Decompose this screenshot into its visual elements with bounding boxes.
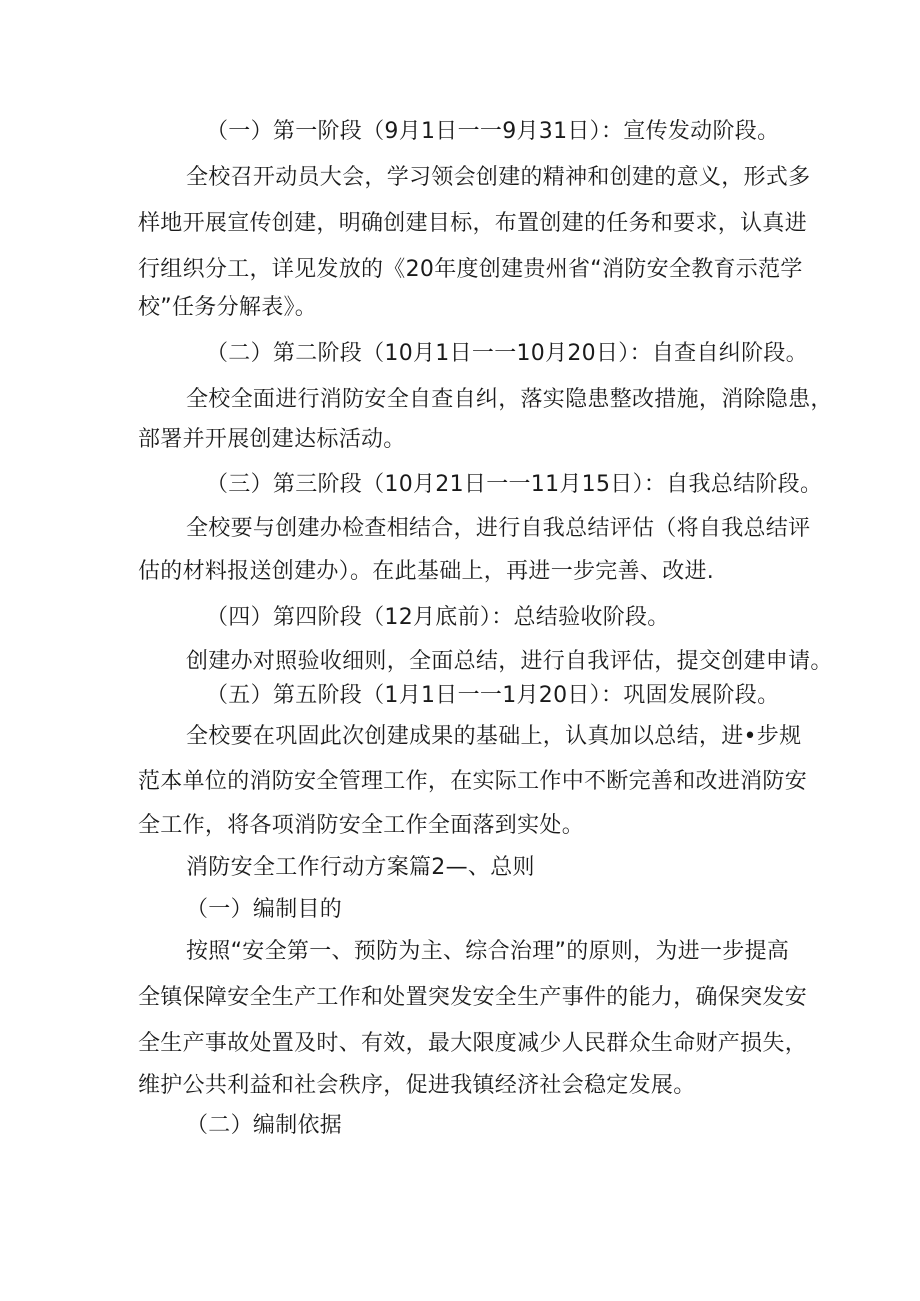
section-heading-stage-3: （三）第三阶段（10月21日一一11月15日）：自我总结阶段。 [206, 472, 823, 497]
paragraph-line: 全校要与创建办检查相结合，进行自我总结评估（将自我总结评 [186, 516, 811, 541]
paragraph-line: 估的材料报送创建办）。在此基础上，再进一步完善、改进. [138, 559, 715, 584]
section-heading-stage-5: （五）第五阶段（1月1日一一1月20日）：巩固发展阶段。 [206, 683, 780, 708]
paragraph-line: 全生产事故处置及时、有效，最大限度减少人民群众生命财产损失， [138, 1031, 808, 1056]
paragraph-line: 样地开展宣传创建，明确创建目标，布置创建的任务和要求，认真进 [138, 211, 808, 236]
paragraph-line: 维护公共利益和社会秩序，促进我镇经济社会稳定发展。 [138, 1073, 696, 1098]
paragraph-line: 全校全面进行消防安全自查自纠，落实隐患整改措施，消除隐患， [186, 387, 833, 412]
section-heading-stage-2: （二）第二阶段（10月1日一一10月20日）：自查自纠阶段。 [206, 341, 808, 366]
paragraph-line: 范本单位的消防安全管理工作，在实际工作中不断完善和改进消防安 [138, 769, 808, 794]
article-title: 消防安全工作行动方案篇2—、总则 [186, 855, 535, 880]
paragraph-line: 创建办对照验收细则，全面总结，进行自我评估，提交创建申请。 [186, 649, 833, 674]
section-heading-stage-1: （一）第一阶段（9月1日一一9月31日）：宣传发动阶段。 [206, 119, 780, 144]
paragraph-line: 全工作，将各项消防安全工作全面落到实处。 [138, 813, 585, 838]
paragraph-line: 行组织分工，详见发放的《20年度创建贵州省“消防安全教育示范学 [138, 257, 803, 282]
section-heading-basis: （二）编制依据 [186, 1113, 343, 1138]
paragraph-line: 部署并开展创建达标活动。 [138, 427, 406, 452]
paragraph-line: 校”任务分解表》。 [138, 295, 318, 320]
paragraph-line: 全镇保障安全生产工作和处置突发安全生产事件的能力，确保突发安 [138, 985, 808, 1010]
paragraph-line: 全校召开动员大会，学习领会创建的精神和创建的意义，形式多 [186, 165, 811, 190]
paragraph-line: 按照“安全第一、预防为主、综合治理”的原则，为进一步提高 [186, 939, 790, 964]
section-heading-stage-4: （四）第四阶段（12月底前）：总结验收阶段。 [206, 605, 670, 630]
paragraph-line: 全校要在巩固此次创建成果的基础上，认真加以总结，进•步规 [186, 724, 802, 749]
section-heading-purpose: （一）编制目的 [186, 897, 343, 922]
